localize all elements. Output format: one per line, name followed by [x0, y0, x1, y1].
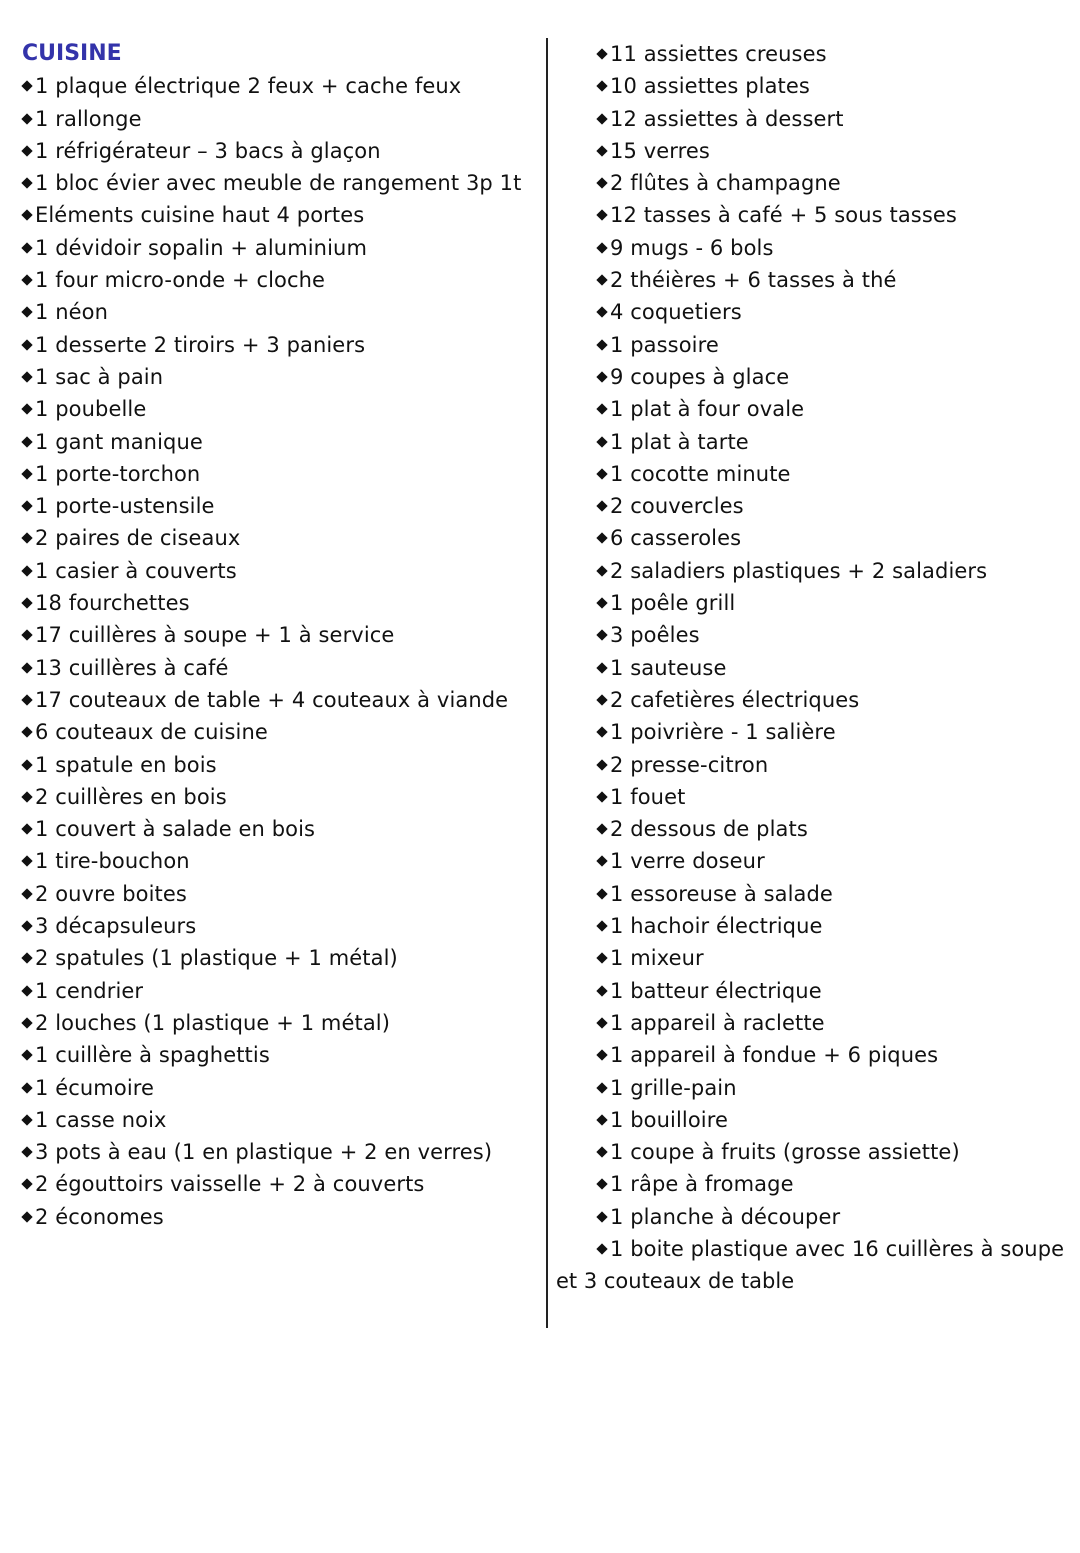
list-item: [556, 910, 1071, 942]
list-item: [556, 684, 1071, 716]
list-item-text: 1 réfrigérateur – 3 bacs à glaçon: [35, 138, 381, 163]
list-item-text: 1 gant manique: [35, 429, 203, 454]
diamond-bullet-icon: [21, 1179, 32, 1190]
list-item-text: 2 saladiers plastiques + 2 saladiers: [610, 558, 988, 583]
diamond-bullet-icon: [21, 920, 32, 931]
list-item: [22, 458, 537, 490]
list-item: [556, 555, 1071, 587]
list-item: [22, 522, 537, 554]
right-column: [556, 38, 1071, 1298]
diamond-bullet-icon: [21, 113, 32, 124]
diamond-bullet-icon: [21, 178, 32, 189]
list-item: [22, 942, 537, 974]
diamond-bullet-icon: [596, 468, 607, 479]
diamond-bullet-icon: [21, 565, 32, 576]
list-item: [22, 684, 537, 716]
list-item-text: 1 poubelle: [35, 397, 147, 422]
list-item-text: 1 four micro-onde + cloche: [35, 268, 326, 293]
diamond-bullet-icon: [21, 630, 32, 641]
list-item: [556, 458, 1071, 490]
list-item: [556, 393, 1071, 425]
list-item: [556, 619, 1071, 651]
list-item-text: 1 casier à couverts: [35, 558, 237, 583]
diamond-bullet-icon: [21, 1050, 32, 1061]
list-item-text: 11 assiettes creuses: [610, 42, 827, 66]
diamond-bullet-icon: [596, 953, 607, 964]
list-item-text: 6 casseroles: [610, 526, 742, 551]
list-item-text: 2 cafetières électriques: [610, 687, 860, 712]
diamond-bullet-icon: [596, 533, 607, 544]
list-item-text: 1 couvert à salade en bois: [35, 817, 316, 842]
list-item-text: 3 pots à eau (1 en plastique + 2 en verres): [35, 1140, 493, 1165]
diamond-bullet-icon: [596, 662, 607, 673]
list-item: [556, 38, 1071, 70]
list-item-text: 6 couteaux de cuisine: [35, 720, 268, 745]
list-item: [556, 749, 1071, 781]
diamond-bullet-icon: [596, 210, 607, 221]
list-item-text: 1 cocotte minute: [610, 461, 791, 486]
list-item: [556, 1039, 1071, 1071]
diamond-bullet-icon: [21, 81, 32, 92]
list-item-text: 1 batteur électrique: [610, 978, 822, 1003]
diamond-bullet-icon: [596, 1146, 607, 1157]
diamond-bullet-icon: [596, 274, 607, 285]
list-item-text: 1 râpe à fromage: [610, 1172, 794, 1197]
diamond-bullet-icon: [596, 985, 607, 996]
list-item: [22, 135, 537, 167]
list-item: [22, 1201, 537, 1233]
diamond-bullet-icon: [21, 210, 32, 221]
list-item: [556, 199, 1071, 231]
list-item: [22, 587, 537, 619]
diamond-bullet-icon: [596, 81, 607, 92]
list-item: [22, 781, 537, 813]
list-item-text: 1 casse noix: [35, 1107, 167, 1132]
list-item-text: 1 sauteuse: [610, 655, 727, 680]
list-item: [22, 264, 537, 296]
list-item-text: 10 assiettes plates: [610, 74, 810, 99]
diamond-bullet-icon: [596, 113, 607, 124]
list-item: [22, 813, 537, 845]
list-item: [22, 619, 537, 651]
diamond-bullet-icon: [21, 145, 32, 156]
diamond-bullet-icon: [596, 597, 607, 608]
list-item-text: 1 poivrière - 1 salière: [610, 720, 836, 745]
diamond-bullet-icon: [596, 1050, 607, 1061]
list-item-text: 1 passoire: [610, 332, 719, 357]
list-item: [22, 70, 537, 102]
list-item: [556, 652, 1071, 684]
diamond-bullet-icon: [596, 823, 607, 834]
diamond-bullet-icon: [21, 1017, 32, 1028]
list-item: [556, 1136, 1071, 1168]
diamond-bullet-icon: [21, 404, 32, 415]
diamond-bullet-icon: [21, 985, 32, 996]
list-item: [556, 232, 1071, 264]
list-item-text: 1 essoreuse à salade: [610, 881, 833, 906]
list-item-text: 12 tasses à café + 5 sous tasses: [610, 203, 957, 228]
list-item-text: 18 fourchettes: [35, 591, 190, 616]
list-item: [556, 813, 1071, 845]
list-item-text: 15 verres: [610, 138, 710, 163]
list-item: [22, 1072, 537, 1104]
list-item: [22, 910, 537, 942]
list-item: [22, 1039, 537, 1071]
list-item-text: 1 porte-torchon: [35, 461, 201, 486]
list-item: [556, 103, 1071, 135]
diamond-bullet-icon: [21, 791, 32, 802]
list-item: [22, 361, 537, 393]
list-item: [556, 329, 1071, 361]
left-column: [22, 38, 537, 1233]
section-heading: CUISINE: [22, 41, 122, 66]
list-item-text: 1 appareil à fondue + 6 piques: [610, 1043, 939, 1068]
list-item: [22, 393, 537, 425]
list-item-text: 3 poêles: [610, 623, 700, 648]
list-item-text: 1 verre doseur: [610, 849, 765, 874]
list-item-text: 2 égouttoirs vaisselle + 2 à couverts: [35, 1172, 425, 1197]
list-item-text: 1 spatule en bois: [35, 752, 217, 777]
list-item: [556, 1072, 1071, 1104]
list-item-text: 2 paires de ciseaux: [35, 526, 241, 551]
list-item-text: 2 ouvre boites: [35, 881, 187, 906]
list-item: [556, 490, 1071, 522]
list-item-text: 2 spatules (1 plastique + 1 métal): [35, 946, 398, 971]
list-item-text: 9 coupes à glace: [610, 364, 790, 389]
list-item-text: 2 économes: [35, 1204, 164, 1229]
diamond-bullet-icon: [21, 597, 32, 608]
list-item: [22, 845, 537, 877]
list-item-text: 1 écumoire: [35, 1075, 155, 1100]
list-item-text: 1 appareil à raclette: [610, 1010, 825, 1035]
list-item: [556, 167, 1071, 199]
diamond-bullet-icon: [596, 630, 607, 641]
diamond-bullet-icon: [596, 178, 607, 189]
list-item-text: 1 mixeur: [610, 946, 704, 971]
list-item-text: 13 cuillères à café: [35, 655, 229, 680]
diamond-bullet-icon: [596, 920, 607, 931]
diamond-bullet-icon: [21, 888, 32, 899]
list-item: [22, 555, 537, 587]
list-item: [22, 1136, 537, 1168]
list-item-text: 1 dévidoir sopalin + aluminium: [35, 235, 367, 260]
list-item: [556, 1007, 1071, 1039]
list-item-text: 1 plaque électrique 2 feux + cache feux: [35, 74, 462, 99]
list-item: [22, 1104, 537, 1136]
diamond-bullet-icon: [21, 274, 32, 285]
list-item-text: 2 couvercles: [610, 494, 744, 519]
list-item: [556, 1201, 1071, 1233]
list-item: [556, 1233, 1071, 1265]
diamond-bullet-icon: [21, 662, 32, 673]
diamond-bullet-icon: [596, 1114, 607, 1125]
list-item-text: 3 décapsuleurs: [35, 914, 197, 939]
diamond-bullet-icon: [596, 1211, 607, 1222]
list-item: [556, 135, 1071, 167]
list-item: [22, 1168, 537, 1200]
list-item-text: 1 sac à pain: [35, 364, 164, 389]
diamond-bullet-icon: [21, 1082, 32, 1093]
diamond-bullet-icon: [596, 1179, 607, 1190]
list-item: [22, 103, 537, 135]
diamond-bullet-icon: [596, 307, 607, 318]
diamond-bullet-icon: [596, 436, 607, 447]
diamond-bullet-icon: [21, 1146, 32, 1157]
diamond-bullet-icon: [596, 791, 607, 802]
diamond-bullet-icon: [596, 404, 607, 415]
list-item: [22, 167, 537, 199]
list-item: [22, 652, 537, 684]
list-item-text: 4 coquetiers: [610, 300, 742, 325]
list-item: [22, 975, 537, 1007]
list-item: [556, 426, 1071, 458]
list-item-text: 1 poêle grill: [610, 591, 736, 616]
diamond-bullet-icon: [596, 1082, 607, 1093]
list-item-text: 2 louches (1 plastique + 1 métal): [35, 1010, 391, 1035]
list-item: [556, 587, 1071, 619]
list-item-continuation: et 3 couteaux de table: [556, 1269, 795, 1294]
list-item-text: 1 hachoir électrique: [610, 914, 823, 939]
list-item: [22, 232, 537, 264]
list-item-text: 1 grille-pain: [610, 1075, 737, 1100]
diamond-bullet-icon: [596, 888, 607, 899]
list-item-text: 1 rallonge: [35, 106, 142, 131]
diamond-bullet-icon: [21, 694, 32, 705]
list-item-text: 1 planche à découper: [610, 1204, 841, 1229]
list-item: [556, 70, 1071, 102]
list-item-text: 1 plat à tarte: [610, 429, 749, 454]
diamond-bullet-icon: [21, 307, 32, 318]
diamond-bullet-icon: [21, 759, 32, 770]
diamond-bullet-icon: [596, 759, 607, 770]
list-item-text: 1 cuillère à spaghettis: [35, 1043, 270, 1068]
list-item: [22, 1007, 537, 1039]
diamond-bullet-icon: [21, 242, 32, 253]
list-item: [22, 490, 537, 522]
list-item: [556, 264, 1071, 296]
list-item-text: 1 tire-bouchon: [35, 849, 190, 874]
list-item-text: 1 cendrier: [35, 978, 144, 1003]
list-item-text: 1 desserte 2 tiroirs + 3 paniers: [35, 332, 366, 357]
list-item: [556, 296, 1071, 328]
list-item-text: 1 coupe à fruits (grosse assiette): [610, 1140, 960, 1165]
list-item-text: Eléments cuisine haut 4 portes: [35, 203, 365, 228]
diamond-bullet-icon: [596, 694, 607, 705]
diamond-bullet-icon: [596, 371, 607, 382]
list-item: [556, 845, 1071, 877]
diamond-bullet-icon: [21, 856, 32, 867]
list-item: [22, 716, 537, 748]
right-item-list: [556, 38, 1071, 1265]
column-divider: [546, 38, 548, 1328]
list-item-text: 2 théières + 6 tasses à thé: [610, 268, 897, 293]
list-item: [22, 296, 537, 328]
list-item: [556, 942, 1071, 974]
list-item: [556, 522, 1071, 554]
diamond-bullet-icon: [21, 823, 32, 834]
list-item: [556, 878, 1071, 910]
list-item-text: 1 boite plastique avec 16 cuillères à soupe: [610, 1236, 1065, 1261]
diamond-bullet-icon: [21, 500, 32, 511]
list-item-text: 1 bloc évier avec meuble de rangement 3p 1t: [35, 171, 522, 196]
list-item: [22, 878, 537, 910]
list-item: [556, 1104, 1071, 1136]
list-item-text: 17 couteaux de table + 4 couteaux à viande: [35, 687, 509, 712]
list-item-text: 1 fouet: [610, 784, 686, 809]
list-item: [556, 716, 1071, 748]
list-item-text: 12 assiettes à dessert: [610, 106, 844, 131]
list-item-text: 1 plat à four ovale: [610, 397, 805, 422]
diamond-bullet-icon: [596, 48, 607, 59]
list-item-text: 1 néon: [35, 300, 109, 325]
list-item-text: 2 cuillères en bois: [35, 784, 227, 809]
list-item: [556, 975, 1071, 1007]
list-item: [556, 361, 1071, 393]
list-item-text: 9 mugs - 6 bols: [610, 235, 774, 260]
list-item-text: 17 cuillères à soupe + 1 à service: [35, 623, 395, 648]
diamond-bullet-icon: [21, 468, 32, 479]
list-item-text: 1 porte-ustensile: [35, 494, 215, 519]
diamond-bullet-icon: [596, 565, 607, 576]
diamond-bullet-icon: [21, 339, 32, 350]
diamond-bullet-icon: [21, 727, 32, 738]
diamond-bullet-icon: [596, 1243, 607, 1254]
diamond-bullet-icon: [21, 1114, 32, 1125]
diamond-bullet-icon: [596, 145, 607, 156]
list-item: [22, 426, 537, 458]
list-item: [22, 329, 537, 361]
left-item-list: [22, 70, 537, 1233]
list-item-text: 2 flûtes à champagne: [610, 171, 841, 196]
diamond-bullet-icon: [596, 1017, 607, 1028]
list-item: [556, 781, 1071, 813]
diamond-bullet-icon: [21, 371, 32, 382]
diamond-bullet-icon: [21, 1211, 32, 1222]
diamond-bullet-icon: [21, 436, 32, 447]
diamond-bullet-icon: [596, 856, 607, 867]
list-item-text: 2 presse-citron: [610, 752, 769, 777]
list-item-text: 1 bouilloire: [610, 1107, 729, 1132]
diamond-bullet-icon: [21, 533, 32, 544]
diamond-bullet-icon: [596, 727, 607, 738]
list-item: [22, 199, 537, 231]
diamond-bullet-icon: [596, 500, 607, 511]
list-item: [22, 749, 537, 781]
diamond-bullet-icon: [596, 242, 607, 253]
diamond-bullet-icon: [21, 953, 32, 964]
diamond-bullet-icon: [596, 339, 607, 350]
list-item-text: 2 dessous de plats: [610, 817, 808, 842]
list-item: [556, 1168, 1071, 1200]
